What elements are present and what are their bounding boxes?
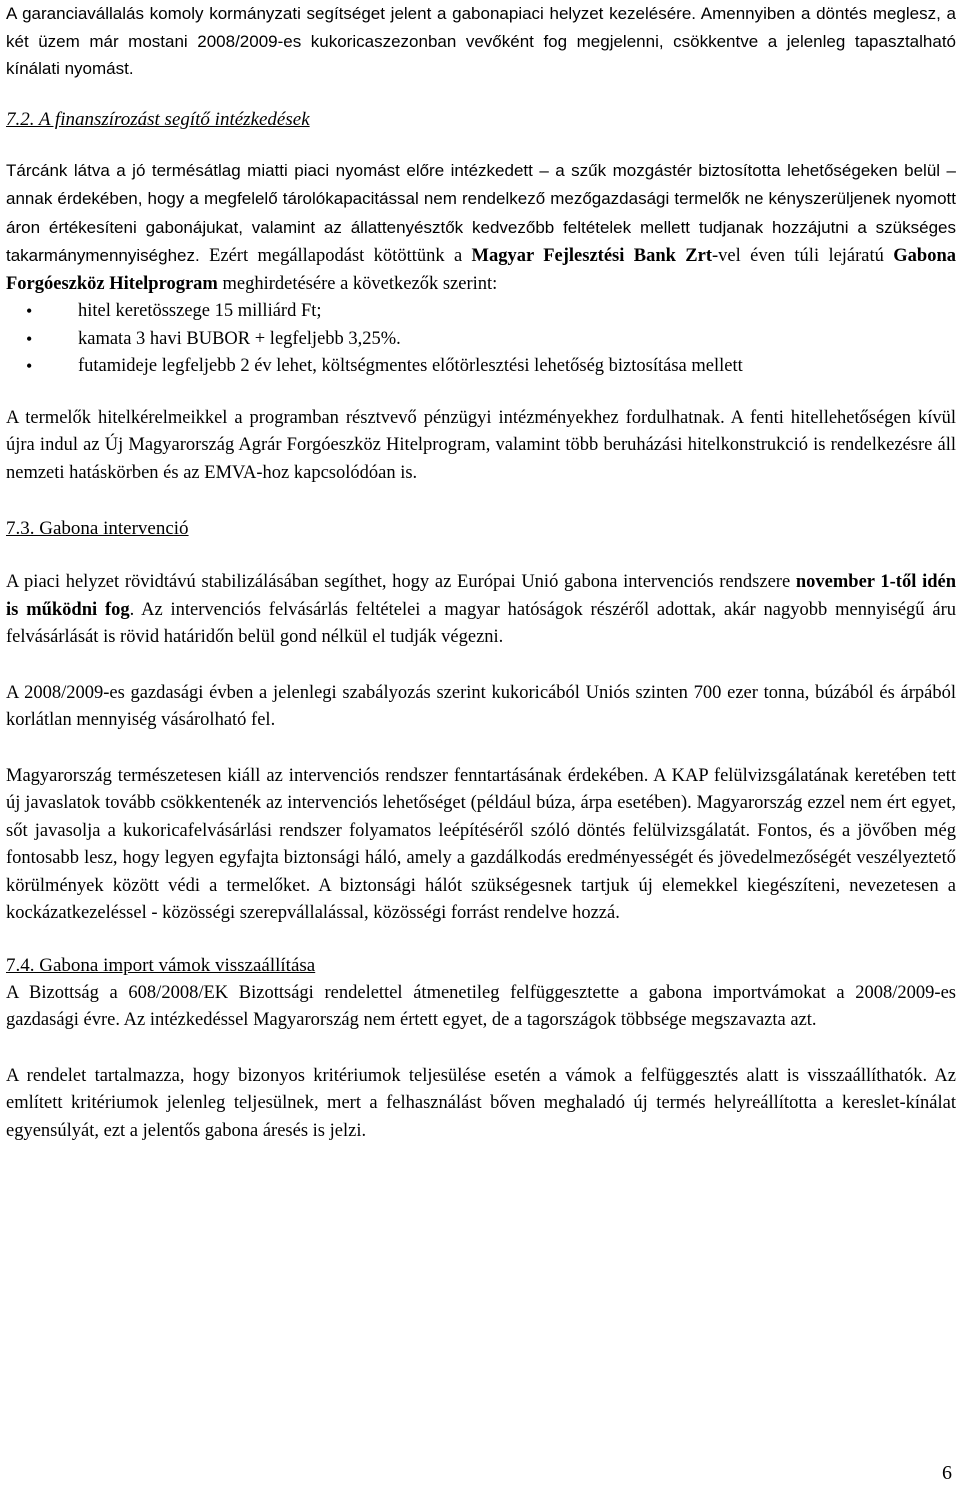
section-7-2-paragraph-1: [6, 157, 956, 299]
program-name: Gabona Forgóeszköz Hitelprogram: [6, 246, 956, 294]
list-item: • hitel keretösszege 15 milliárd Ft;: [6, 298, 956, 326]
intro-paragraph: A garanciavállalás komoly kormányzati segítséget jelent a gabonapiaci helyzet kezelésére. Amennyiben a döntés meglesz, a két üzem már mostani 2008/2009-es kukoricaszezonban vevőként fog megjelenni, csökkentve a jelenleg tapasztalható kínálati nyomást.: [6, 4, 956, 78]
document-page: [6, 0, 956, 1145]
section-7-2-paragraph-1-text: Ezért megállapodást kötöttünk a: [199, 246, 472, 266]
section-7-4-paragraph-1: A Bizottság a 608/2008/EK Bizottsági rendelettel átmenetileg felfüggesztette a gabona importvámokat a 2008/2009-es gazdasági évre. Az intézkedéssel Magyarország nem értett egyet, de a tagországok többsége megszavazta azt.: [6, 982, 956, 1030]
list-item: • kamata 3 havi BUBOR + legfeljebb 3,25%.: [6, 326, 956, 354]
page-number: 6: [942, 1462, 952, 1484]
section-7-2-paragraph-2: A termelők hitelkérelmeikkel a programban résztvevő pénzügyi intézményekhez fordulhatnak. A fenti hitellehetőségen kívül újra indul az Új Magyarország Agrár Forgóeszköz Hitelprogram, valamint több beruházási hitelkonstrukció is rendelkezésre áll nemzeti hatáskörben és az EMVA-hoz kapcsolódóan is.: [6, 407, 956, 483]
list-item: • futamideje legfeljebb 2 év lehet, költségmentes előtörlesztési lehetőség biztosítása mellett: [6, 353, 956, 381]
bank-name: Magyar Fejlesztési Bank Zrt: [471, 246, 712, 266]
section-7-2-paragraph-1-text-2: -vel éven túli lejáratú: [712, 246, 894, 266]
section-7-3-paragraph-1-text: A piaci helyzet rövidtávú stabilizálásában segíthet, hogy az Európai Unió gabona intervenciós rendszere: [6, 572, 796, 592]
section-7-2-paragraph-1-text-3: meghirdetésére a következők szerint:: [217, 273, 498, 294]
section-7-2-heading: 7.2. A finanszírozást segítő intézkedések: [6, 108, 310, 130]
section-7-3-paragraph-3: Magyarország természetesen kiáll az intervenciós rendszer fenntartásának érdekében. A KAP felülvizsgálatának keretében tett új javaslatok tovább csökkentenék az intervenciós lehetőséget (például búza, árpa esetében). Magyarország ezzel nem ért egyet, sőt javasolja a kukoricafelvásárlási rendszer folyamatos leépítéséről szóló döntés felülvizsgálatát. Fontos, és a jövőben még fontosabb lesz, hogy legyen egyfajta biztonsági háló, amely a gazdálkodás eredményességét és jövedelmezőségét veszélyeztető körülmények között védi a termelőket. A biztonsági hálót szükségesnek tartjuk új elemekkel kiegészíteni, nevezetesen a kockázatkezeléssel - közösségi szerepvállalással, közösségi forrást rendelve hozzá.: [6, 765, 956, 923]
intervention-date-emphasis: november 1-től idén is működni fog: [6, 572, 956, 620]
section-7-3-paragraph-1: [6, 569, 956, 652]
section-7-2-paragraph-1-sans-text: Tárcánk látva a jó termésátlag miatti piaci nyomást előre intézkedett – a szűk mozgástér biztosította lehetőségeken belül – annak érdekében, hogy a megfelelő tárolókapacitással nem rendelkező mezőgazdasági termelők ne kényszerüljenek nyomott áron értékesíteni gabonájukat, valamint az állattenyésztők kedvezőbb feltételek mellett tudjanak hozzájutni a szükséges takarmánymennyiséghez.: [6, 160, 956, 265]
loan-conditions-list: [6, 298, 956, 381]
section-7-3-paragraph-2: A 2008/2009-es gazdasági évben a jelenlegi szabályozás szerint kukoricából Uniós szinten 700 ezer tonna, búzából és árpából korlátlan mennyiség vásárolható fel.: [6, 682, 956, 730]
section-7-3-paragraph-1-text-2: . Az intervenciós felvásárlás feltételei a magyar hatóságok részéről adottak, akár nagyobb mennyiségű áru felvásárlását is rövid határidőn belül gond nélkül el tudják végezni.: [6, 599, 956, 647]
section-7-3-heading: 7.3. Gabona intervenció: [6, 518, 189, 539]
section-7-4-paragraph-2: A rendelet tartalmazza, hogy bizonyos kritériumok teljesülése esetén a vámok a felfüggesztés alatt is visszaállíthatók. Az említett kritériumok jelenleg teljesülnek, mert a felhasználást bőven meghaladó új termés helyreállította a kereslet-kínálat egyensúlyát, ezt a jelentős gabona áresés is jelzi.: [6, 1065, 956, 1141]
section-7-4-heading: 7.4. Gabona import vámok visszaállítása: [6, 954, 316, 976]
